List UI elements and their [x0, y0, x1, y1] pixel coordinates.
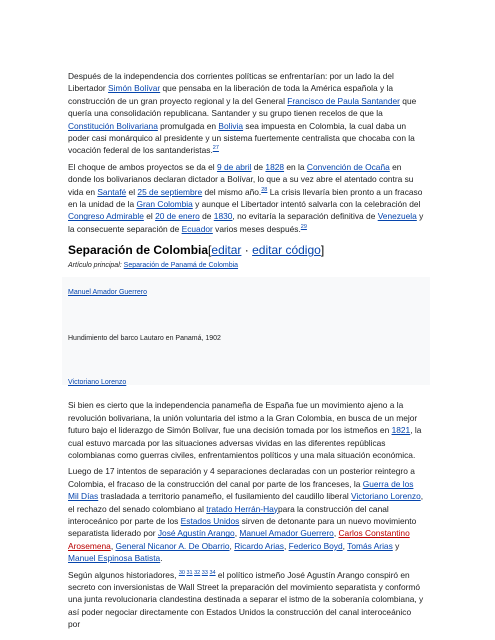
link-guerra-mil-dias[interactable]: Guerra de los Mil Días: [68, 478, 414, 502]
reference-link[interactable]: 28: [261, 186, 268, 193]
text: , el rechazo del senado colombiano al: [68, 491, 424, 514]
text: el político istmeño José Agustín Arango conspiró en secreto con inversionistas de Wall Street la preparación del movimiento separatista y conformó una junta revolucionaria clandestina destinada a separar el istmo de la soberanía colombiana, y así poder negociar directamente con Estados Unidos la construcción del canal interoceánico por: [68, 569, 424, 630]
link-9-abril[interactable]: 9 de abril: [216, 161, 252, 172]
text: Si bien es cierto que la independencia panameña de España fue un movimiento ajeno a la revolución bolivariana, la unión voluntaria del istmo a la Gran Colombia, en busca de un mejor futuro bajo el liderazgo de Simón Bolívar, fue una decisión tomada por los istmeños en: [68, 400, 418, 436]
text: de: [251, 161, 266, 172]
reference-link[interactable]: 32: [194, 569, 201, 576]
text: varios meses después.: [212, 223, 301, 234]
link-congreso-admirable[interactable]: Congreso Admirable: [68, 211, 144, 222]
link-carlos-constantino-arosemena[interactable]: Carlos Constantino Arosemena: [68, 528, 410, 551]
paragraph-choque: [68, 161, 424, 235]
text: y: [392, 540, 400, 551]
text: ,: [284, 540, 289, 551]
text: El choque de ambos proyectos se da el: [68, 161, 217, 172]
link-federico-boyd[interactable]: Federico Boyd: [288, 540, 343, 551]
text: , la cual estuvo marcada por las situaciones adversas vividas en las diferentes repúblicas colombianas como guerras civiles, enfrentamientos políticos y una mala situación económica.: [68, 425, 422, 460]
text: trasladada a territorio panameño, el fusilamiento del caudillo liberal: [98, 491, 352, 502]
text: ,: [110, 540, 116, 551]
paragraph-historiadores: [68, 569, 424, 631]
reference-link[interactable]: 29: [300, 224, 307, 231]
text: que quería una consolidación republicana. Santander y su grupo tienen recelos de que la: [68, 95, 417, 119]
text: ,: [342, 540, 348, 551]
link-nicanor-obarrio[interactable]: General Nicanor A. De Obarrio: [115, 540, 230, 551]
bracket: [: [208, 243, 212, 258]
link-venezuela[interactable]: Venezuela: [377, 211, 417, 222]
paragraph-independencia-panamena: [68, 399, 424, 461]
text: ,: [234, 528, 240, 539]
hatnote: [68, 261, 424, 271]
section-heading: [68, 243, 424, 258]
link-jose-agustin-arango[interactable]: José Agustín Arango: [157, 528, 235, 539]
text: promulgada en: [157, 120, 219, 131]
article-content: [68, 70, 424, 631]
text: de: [199, 211, 214, 222]
link-gran-colombia[interactable]: Gran Colombia: [136, 199, 193, 210]
text: y aunque el Libertador intentó salvarla con la celebración del: [192, 199, 421, 210]
reference-link[interactable]: 34: [209, 569, 216, 576]
text: en la: [284, 161, 307, 172]
link-victoriano-lorenzo[interactable]: Victoriano Lorenzo: [351, 491, 421, 502]
text: que pensaba en la liberación de toda la América española y la construcción de un gran proyecto regional y la del General: [68, 83, 393, 106]
text: La crisis llevaría bien pronto a un fracaso en la unidad de la: [68, 186, 423, 210]
link-1828[interactable]: 1828: [265, 161, 285, 172]
text: , no evitaría la separación definitiva de: [232, 211, 378, 222]
link-ecuador[interactable]: Ecuador: [181, 223, 213, 234]
link-tratado-herran-hay[interactable]: tratado Herrán-Hay: [206, 503, 278, 514]
reference-link[interactable]: 27: [212, 145, 219, 152]
text: Según algunos historiadores,: [68, 569, 179, 580]
text: .: [160, 553, 163, 564]
image-gallery: [62, 277, 430, 385]
link-constitucion-bolivariana[interactable]: Constitución Bolivariana: [68, 120, 158, 131]
separator: ·: [241, 243, 253, 258]
link-manuel-espinosa-batista[interactable]: Manuel Espinosa Batista: [68, 553, 161, 564]
link-1830[interactable]: 1830: [213, 211, 233, 222]
reference-link[interactable]: 30: [178, 569, 185, 576]
text: el: [143, 211, 156, 222]
link-ricardo-arias[interactable]: Ricardo Arias: [234, 540, 284, 551]
text: y la consecuente separación de: [68, 211, 424, 234]
edit-links: [208, 243, 324, 257]
bracket: ]: [320, 243, 325, 258]
hatnote-label: Artículo principal:: [68, 262, 122, 270]
link-25-septiembre[interactable]: 25 de septiembre: [137, 186, 203, 197]
paragraph-intentos-separacion: [68, 465, 424, 564]
edit-code-link[interactable]: editar código: [252, 243, 321, 258]
link-santafe[interactable]: Santafé: [97, 186, 127, 197]
link-estados-unidos[interactable]: Estados Unidos: [180, 515, 240, 526]
reference-link[interactable]: 33: [201, 569, 208, 576]
text: ,: [333, 528, 339, 539]
text: para la construcción del canal interoceánico por parte de los: [68, 503, 389, 526]
section-title: Separación de Colombia: [68, 243, 209, 258]
caption-lautaro: Hundimiento del barco Lautaro en Panamá, 1902: [68, 335, 221, 343]
text: el: [126, 186, 138, 197]
caption-link-amador-guerrero[interactable]: Manuel Amador Guerrero: [68, 289, 147, 297]
text: sea impuesta en Colombia, la cual daba un poder casi monárquico al presidente y un sistema fuertemente centralista que chocaba con la vocación federal de los santanderistas.: [68, 120, 415, 156]
paragraph-independence: [68, 70, 424, 157]
link-manuel-amador-guerrero[interactable]: Manuel Amador Guerrero: [239, 528, 334, 539]
text: Después de la independencia dos corrientes políticas se enfrentarían: por un lado la del Libertador: [68, 71, 394, 94]
link-santander[interactable]: Francisco de Paula Santander: [287, 95, 400, 106]
link-20-enero[interactable]: 20 de enero: [155, 211, 200, 222]
text: Luego de 17 intentos de separación y 4 separaciones declaradas con un posterior reintegro a Colombia, el fracaso de la construcción del canal por parte de los franceses, la: [68, 466, 415, 489]
link-1821[interactable]: 1821: [391, 425, 411, 436]
link-tomas-arias[interactable]: Tomás Arias: [347, 540, 393, 551]
edit-link[interactable]: editar: [211, 243, 242, 258]
text: del mismo año.: [202, 186, 262, 197]
caption-link-victoriano-lorenzo[interactable]: Victoriano Lorenzo: [68, 379, 127, 387]
reference-link[interactable]: 31: [186, 569, 193, 576]
link-convencion-ocana[interactable]: Convención de Ocaña: [306, 161, 390, 172]
hatnote-main-article-link[interactable]: Separación de Panamá de Colombia: [123, 262, 239, 270]
link-simon-bolivar[interactable]: Simón Bolívar: [108, 83, 161, 94]
text: en donde los bolivarianos declaran dictador a Bolívar, lo que a su vez abre el atentado contra su vida en: [68, 161, 414, 197]
text: sirven de detonante para un nuevo movimiento separatista liderado por: [68, 515, 417, 539]
text: ,: [229, 540, 235, 551]
link-bolivia[interactable]: Bolivia: [218, 120, 244, 131]
